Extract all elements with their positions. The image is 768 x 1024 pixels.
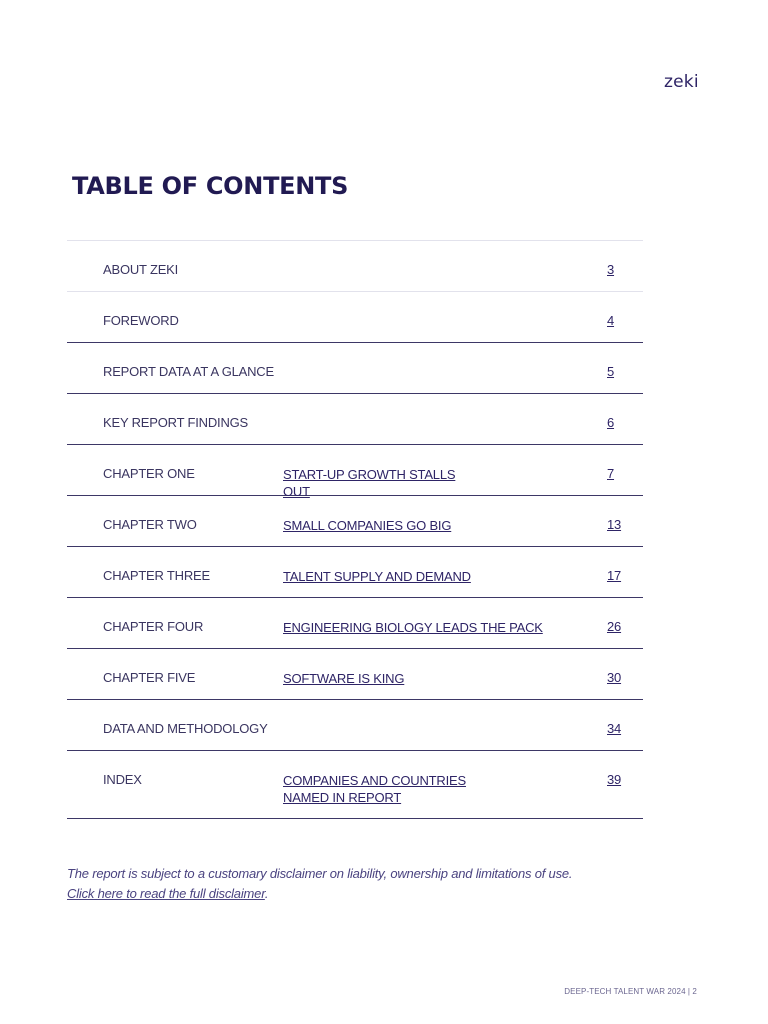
page-footer: DEEP-TECH TALENT WAR 2024 | 2: [564, 987, 697, 996]
toc-label: DATA AND METHODOLOGY: [103, 721, 268, 736]
zeki-logo: zeki: [664, 72, 699, 92]
toc-page-link[interactable]: 4: [607, 313, 615, 328]
toc-row-data-methodology[interactable]: [67, 700, 643, 751]
toc-chapter-link[interactable]: START-UP GROWTH STALLS OUT: [283, 467, 456, 499]
page-title: TABLE OF CONTENTS: [72, 172, 349, 200]
toc-chapter-link[interactable]: TALENT SUPPLY AND DEMAND: [283, 569, 471, 584]
toc-chapter-link[interactable]: ENGINEERING BIOLOGY LEADS THE PACK: [283, 620, 543, 635]
toc-page-link[interactable]: 26: [607, 619, 622, 634]
toc-page-link[interactable]: 39: [607, 772, 622, 787]
toc-row-chapter-three[interactable]: [67, 547, 643, 598]
toc-label: ABOUT ZEKI: [103, 262, 179, 277]
disclaimer-link[interactable]: Click here to read the full disclaimer: [67, 886, 265, 901]
toc-page-link[interactable]: 6: [607, 415, 615, 430]
toc-page-link[interactable]: 5: [607, 364, 615, 379]
toc-page-link[interactable]: 17: [607, 568, 622, 583]
toc-label: CHAPTER TWO: [103, 517, 197, 532]
toc-row-chapter-four[interactable]: [67, 598, 643, 649]
toc-row-chapter-five[interactable]: [67, 649, 643, 700]
toc-row-report-data[interactable]: [67, 343, 643, 394]
toc-row-chapter-one[interactable]: [67, 445, 643, 499]
toc-row-index[interactable]: [67, 751, 643, 819]
toc-label: KEY REPORT FINDINGS: [103, 415, 249, 430]
toc-chapter-link[interactable]: SOFTWARE IS KING: [283, 671, 405, 686]
toc-label: INDEX: [103, 772, 142, 787]
toc-page-link[interactable]: 34: [607, 721, 622, 736]
toc-label: CHAPTER FIVE: [103, 670, 196, 685]
disclaimer: [67, 864, 667, 904]
toc-label: CHAPTER ONE: [103, 466, 195, 481]
toc-row-foreword[interactable]: [67, 292, 643, 343]
toc-page-link[interactable]: 3: [607, 262, 615, 277]
disclaimer-text: The report is subject to a customary disclaimer on liability, ownership and limitations of use.: [67, 866, 573, 881]
toc-label: REPORT DATA AT A GLANCE: [103, 364, 274, 379]
toc-page-link[interactable]: 30: [607, 670, 622, 685]
toc-chapter-link[interactable]: SMALL COMPANIES GO BIG: [283, 518, 452, 533]
toc-label: CHAPTER FOUR: [103, 619, 204, 634]
disclaimer-period: .: [264, 886, 269, 901]
toc-page-link[interactable]: 13: [607, 517, 622, 532]
toc-label: CHAPTER THREE: [103, 568, 210, 583]
toc-row-chapter-two[interactable]: [67, 496, 643, 547]
table-of-contents: [67, 240, 643, 819]
toc-row-about-zeki[interactable]: [67, 241, 643, 292]
toc-chapter-link[interactable]: COMPANIES AND COUNTRIES NAMED IN REPORT: [283, 773, 466, 805]
toc-row-key-findings[interactable]: [67, 394, 643, 445]
toc-label: FOREWORD: [103, 313, 179, 328]
toc-page-link[interactable]: 7: [607, 466, 615, 481]
